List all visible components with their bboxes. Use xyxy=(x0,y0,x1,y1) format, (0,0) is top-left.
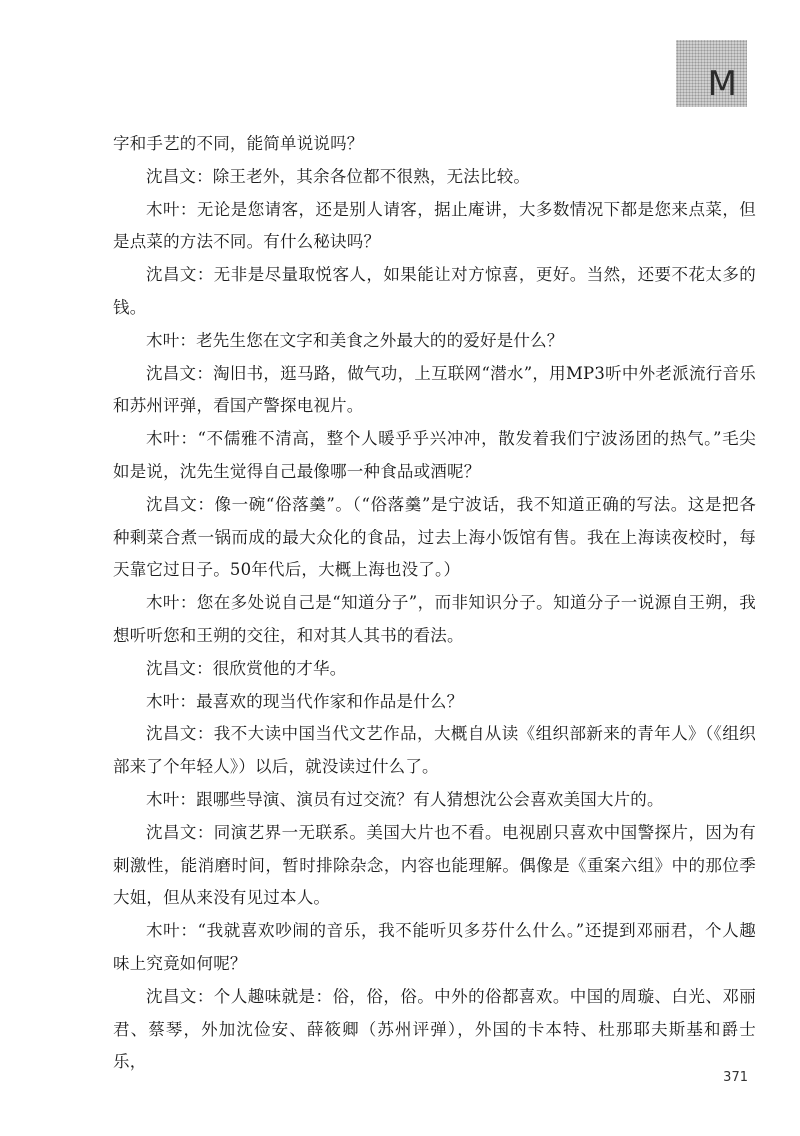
paragraph: 沈昌文：个人趣味就是：俗，俗，俗。中外的俗都喜欢。中国的周璇、白光、邓丽君、蔡琴，外加沈俭安、薛筱卿（苏州评弹），外国的卡本特、杜那耶夫斯基和爵士乐， xyxy=(113,986,756,1072)
paragraph: 沈昌文：很欣赏他的才华。 xyxy=(146,658,347,678)
section-letter: M xyxy=(707,64,737,104)
paragraph: 沈昌文：淘旧书，逛马路，做气功，上互联网“潜水”，用MP3听中外老派流行音乐和苏州评弹，看国产警探电视片。 xyxy=(113,363,756,416)
paragraph: 木叶：“我就喜欢吵闹的音乐，我不能听贝多芬什么什么。”还提到邓丽君，个人趣味上究竟如何呢？ xyxy=(113,921,756,973)
paragraph: 木叶：您在多处说自己是“知道分子”，而非知识分子。知道分子一说源自王朔，我想听听您和王朔的交往，和对其人其书的看法。 xyxy=(113,593,756,645)
paragraph: 沈昌文：无非是尽量取悦客人，如果能让对方惊喜，更好。当然，还要不花太多的钱。 xyxy=(113,265,756,317)
text-body xyxy=(113,128,756,1079)
paragraph: 木叶：无论是您请客，还是别人请客，据止庵讲，大多数情况下都是您来点菜，但是点菜的方法不同。有什么秘诀吗？ xyxy=(113,199,756,252)
paragraph: 木叶：最喜欢的现当代作家和作品是什么？ xyxy=(146,691,464,711)
paragraph: 沈昌文：我不大读中国当代文艺作品，大概自从读《组织部新来的青年人》（《组织部来了个年轻人》）以后，就没读过什么了。 xyxy=(113,724,756,777)
paragraph: 沈昌文：除王老外，其余各位都不很熟，无法比较。 xyxy=(146,166,531,186)
paragraph: 字和手艺的不同，能简单说说吗？ xyxy=(113,134,364,153)
paragraph: 木叶：“不儒雅不清高，整个人暖乎乎兴冲冲，散发着我们宁波汤团的热气。”毛尖如是说，沈先生觉得自己最像哪一种食品或酒呢？ xyxy=(113,429,756,481)
section-tab xyxy=(676,40,747,107)
paragraph: 木叶：老先生您在文字和美食之外最大的的爱好是什么？ xyxy=(146,330,564,350)
page-number: 371 xyxy=(723,1070,748,1085)
paragraph: 木叶：跟哪些导演、演员有过交流？有人猜想沈公会喜欢美国大片的。 xyxy=(146,789,664,809)
paragraph: 沈昌文：同演艺界一无联系。美国大片也不看。电视剧只喜欢中国警探片，因为有刺激性，能消磨时间，暂时排除杂念，内容也能理解。偶像是《重案六组》中的那位季大姐，但从来没有见过本人。 xyxy=(113,822,756,908)
paragraph: 沈昌文：像一碗“俗落羹”。（“俗落羹”是宁波话，我不知道正确的写法。这是把各种剩菜合煮一锅而成的最大众化的食品，过去上海小饭馆有售。我在上海读夜校时，每天靠它过日子。50年代后，大概上海也没了。） xyxy=(113,494,756,580)
